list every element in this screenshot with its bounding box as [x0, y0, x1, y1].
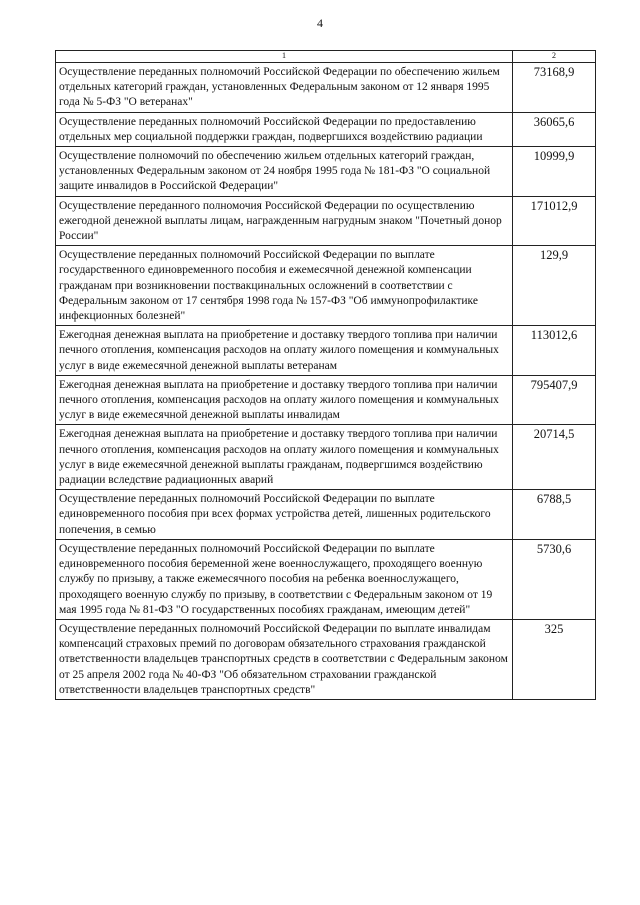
column-header-amount: 2: [513, 51, 596, 63]
row-description: Осуществление переданных полномочий Российской Федерации по предоставлению отдельных мер социальной поддержки граждан, подвергшихся воздействию радиации: [56, 112, 513, 146]
page-number: 4: [317, 16, 323, 30]
row-description: Осуществление переданных полномочий Российской Федерации по выплате единовременного пособия при всех формах устройства детей, лишенных родительского попечения, в семью: [56, 490, 513, 540]
table-row: [56, 375, 596, 425]
row-description: Осуществление переданного полномочия Российской Федерации по осуществлению ежегодной денежной выплаты лицам, награжденным нагрудным знаком "Почетный донор России": [56, 196, 513, 246]
row-amount: 795407,9: [513, 375, 596, 425]
table-row: [56, 326, 596, 376]
row-description: Осуществление переданных полномочий Российской Федерации по выплате инвалидам компенсаций страховых премий по договорам обязательного страхования гражданской ответственности владельцев транспортных средств в соответствии с Федеральным законом от 25 апреля 2002 года № 40-ФЗ "Об обязательном страховании гражданской ответственности владельцев транспортных средств": [56, 619, 513, 699]
row-amount: 113012,6: [513, 326, 596, 376]
table-row: [56, 196, 596, 246]
row-amount: 73168,9: [513, 63, 596, 113]
row-description: Осуществление полномочий по обеспечению жильем отдельных категорий граждан, установленных Федеральным законом от 24 ноября 1995 года № 181-ФЗ "О социальной защите инвалидов в Российской Федерации": [56, 147, 513, 197]
table-row: [56, 63, 596, 113]
budget-allocation-table: [55, 50, 596, 700]
table-header-row: [56, 51, 596, 63]
table-row: [56, 490, 596, 540]
row-description: Ежегодная денежная выплата на приобретение и доставку твердого топлива при наличии печного отопления, компенсация расходов на оплату жилого помещения и коммунальных услуг в виде ежемесячной денежной выплаты гражданам, подвергшимся воздействию радиации вследствие радиационных аварий: [56, 425, 513, 490]
row-amount: 5730,6: [513, 539, 596, 619]
row-amount: 36065,6: [513, 112, 596, 146]
row-amount: 325: [513, 619, 596, 699]
table-row: [56, 112, 596, 146]
row-amount: 10999,9: [513, 147, 596, 197]
table-row: [56, 246, 596, 326]
row-description: Осуществление переданных полномочий Российской Федерации по выплате государственного единовременного пособия и ежемесячной денежной компенсации гражданам при возникновении поствакцинальных осложнений в соответствии с Федеральным законом от 17 сентября 1998 года № 157-ФЗ "Об иммунопрофилактике инфекционных болезней": [56, 246, 513, 326]
row-amount: 171012,9: [513, 196, 596, 246]
row-description: Осуществление переданных полномочий Российской Федерации по выплате единовременного пособия беременной жене военнослужащего, проходящего военную службу по призыву, а также ежемесячного пособия на ребенка военнослужащего, проходящего военную службу по призыву, в соответствии с Федеральным законом от 19 мая 1995 года № 81-ФЗ "О государственных пособиях гражданам, имеющим детей": [56, 539, 513, 619]
row-amount: 129,9: [513, 246, 596, 326]
row-amount: 6788,5: [513, 490, 596, 540]
table-row: [56, 539, 596, 619]
row-amount: 20714,5: [513, 425, 596, 490]
row-description: Осуществление переданных полномочий Российской Федерации по обеспечению жильем отдельных категорий граждан, установленных Федеральным законом от 12 января 1995 года № 5-ФЗ "О ветеранах": [56, 63, 513, 113]
column-header-description: 1: [56, 51, 513, 63]
table-row: [56, 619, 596, 699]
table-row: [56, 425, 596, 490]
row-description: Ежегодная денежная выплата на приобретение и доставку твердого топлива при наличии печного отопления, компенсация расходов на оплату жилого помещения и коммунальных услуг в виде ежемесячной денежной выплаты ветеранам: [56, 326, 513, 376]
table-row: [56, 147, 596, 197]
row-description: Ежегодная денежная выплата на приобретение и доставку твердого топлива при наличии печного отопления, компенсация расходов на оплату жилого помещения и коммунальных услуг в виде ежемесячной денежной выплаты инвалидам: [56, 375, 513, 425]
